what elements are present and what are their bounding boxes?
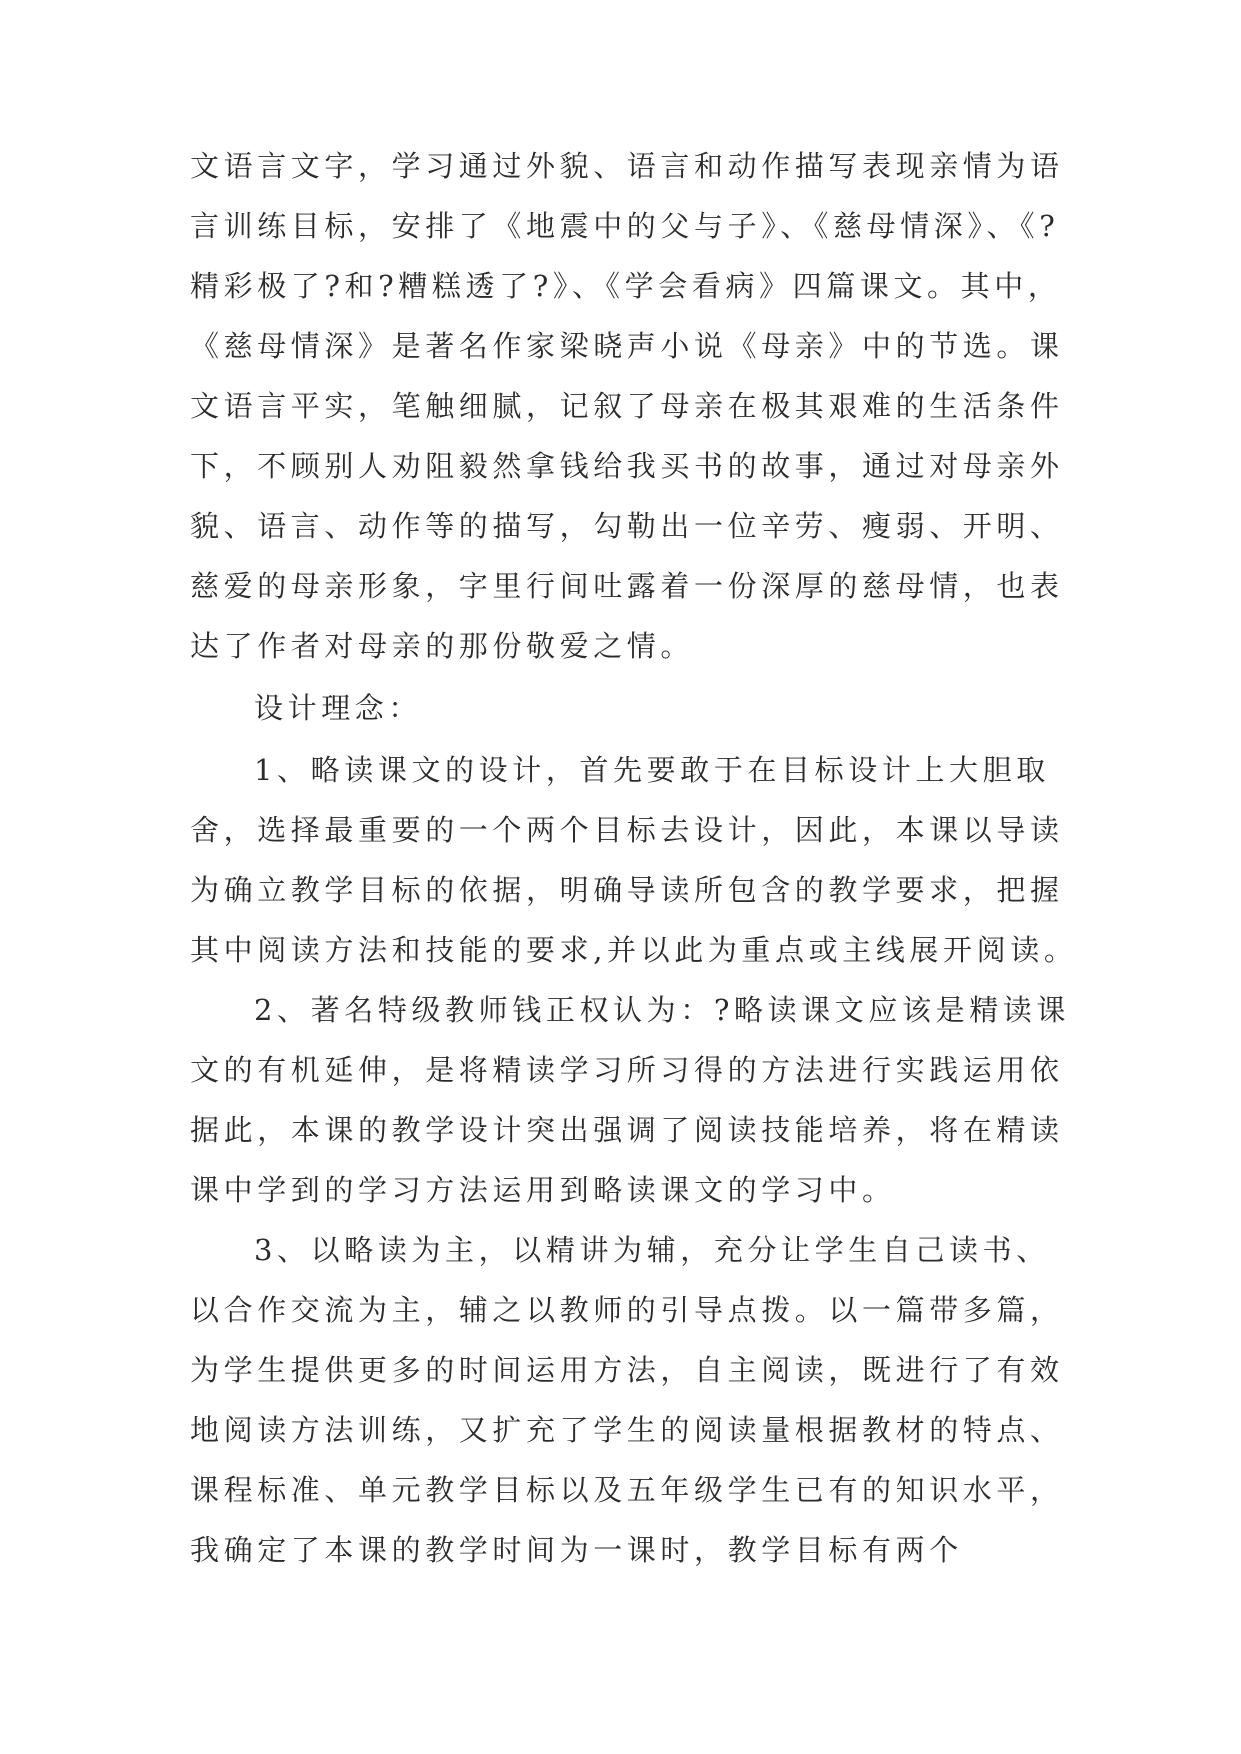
text-line: 课程标准、单元教学目标以及五年级学生已有的知识水平，	[190, 1473, 1064, 1507]
text-line: 貌、语言、动作等的描写，勾勒出一位辛劳、瘦弱、开明、	[190, 509, 1064, 543]
text-line: 《慈母情深》是著名作家梁晓声小说《母亲》中的节选。课	[190, 329, 1064, 363]
section-heading: 设计理念：	[254, 691, 423, 725]
text-line: 下，不顾别人劝阻毅然拿钱给我买书的故事，通过对母亲外	[190, 449, 1064, 483]
text-line: 舍，选择最重要的一个两个目标去设计，因此，本课以导读	[190, 813, 1064, 847]
text-line: 言训练目标，安排了《地震中的父与子》、《慈母情深》、《?	[190, 209, 1060, 243]
text-line: 据此，本课的教学设计突出强调了阅读技能培养，将在精读	[190, 1113, 1064, 1147]
text-line: 精彩极了?和?糟糕透了?》、《学会看病》四篇课文。其中，	[190, 269, 1062, 303]
text-line: 1、略读课文的设计，首先要敢于在目标设计上大胆取	[254, 753, 1050, 787]
text-line: 以合作交流为主，辅之以教师的引导点拨。以一篇带多篇，	[190, 1293, 1064, 1327]
text-line: 3、以略读为主，以精讲为辅，充分让学生自己读书、	[254, 1233, 1050, 1267]
text-line: 其中阅读方法和技能的要求,并以此为重点或主线展开阅读。	[190, 933, 1078, 967]
text-line: 文语言文字，学习通过外貌、语言和动作描写表现亲情为语	[190, 149, 1064, 183]
text-line: 文语言平实，笔触细腻，记叙了母亲在极其艰难的生活条件	[190, 389, 1064, 423]
text-line: 地阅读方法训练，又扩充了学生的阅读量根据教材的特点、	[190, 1413, 1064, 1447]
text-line: 为确立教学目标的依据，明确导读所包含的教学要求，把握	[190, 873, 1064, 907]
text-line: 慈爱的母亲形象，字里行间吐露着一份深厚的慈母情，也表	[190, 569, 1064, 603]
text-line: 文的有机延伸，是将精读学习所习得的方法进行实践运用依	[190, 1053, 1064, 1087]
text-line: 为学生提供更多的时间运用方法，自主阅读，既进行了有效	[190, 1353, 1064, 1387]
text-line: 达了作者对母亲的那份敬爱之情。	[190, 629, 695, 663]
text-line: 课中学到的学习方法运用到略读课文的学习中。	[190, 1173, 896, 1207]
text-line: 2、著名特级教师钱正权认为：?略读课文应该是精读课	[254, 993, 1070, 1027]
text-line: 我确定了本课的教学时间为一课时，教学目标有两个	[190, 1533, 963, 1567]
